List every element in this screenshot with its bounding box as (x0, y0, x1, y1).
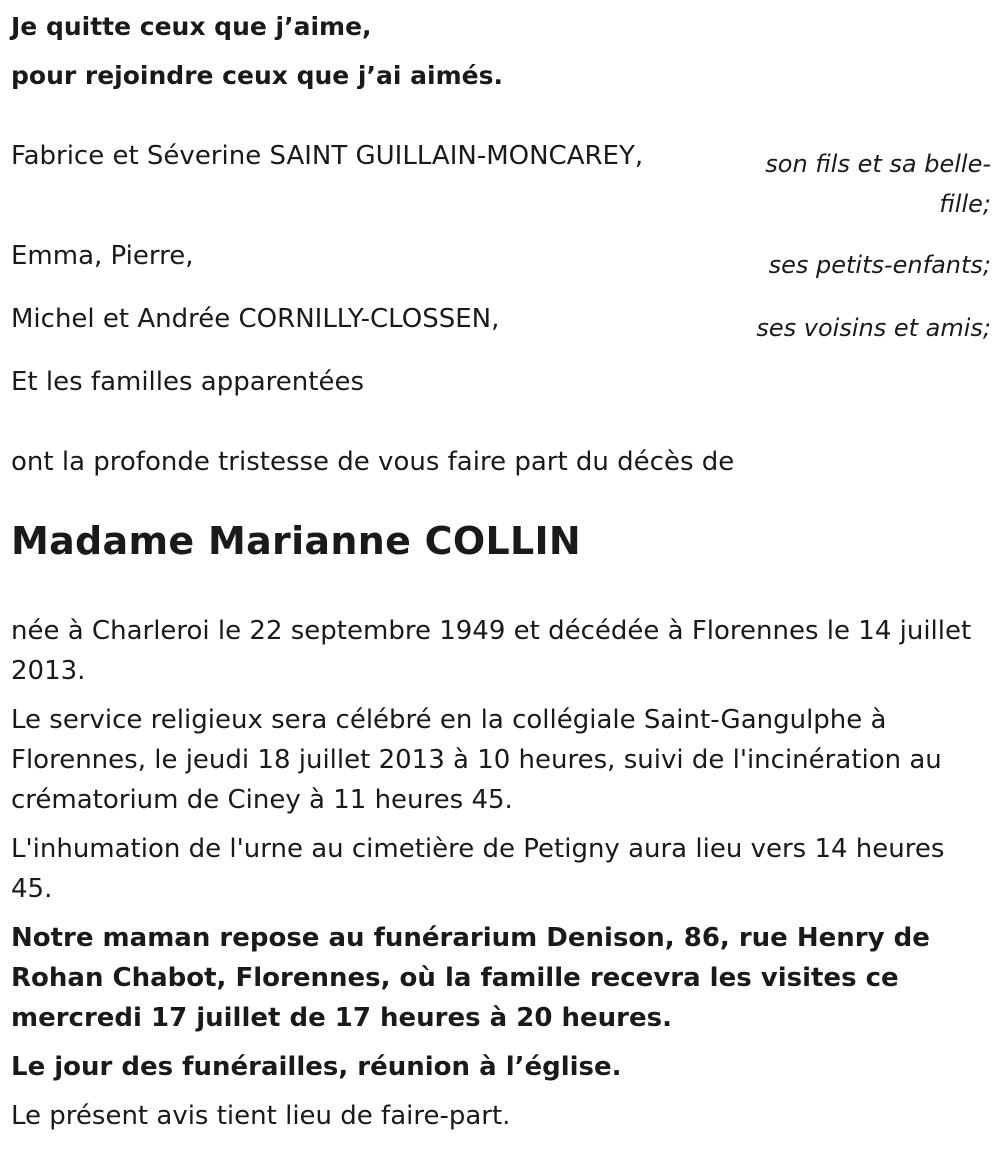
family-member-name: Michel et Andrée CORNILLY-CLOSSEN, (11, 304, 500, 334)
obituary-notice (11, 0, 991, 1136)
service-info: Le service religieux sera célébré en la collégiale Saint-Gangulphe à Florennes, le jeudi 18 juillet 2013 à 10 heures, suivi de l'incinération au crématorium de Ciney à 11 heures 45. (11, 705, 942, 815)
funerarium-info: Notre maman repose au funérarium Denison, 86, rue Henry de Rohan Chabot, Florennes, où la famille recevra les visites ce mercredi 17 juillet de 17 heures à 20 heures. (11, 923, 930, 1033)
burial-info: L'inhumation de l'urne au cimetière de Petigny aura lieu vers 14 heures 45. (11, 834, 945, 904)
quote-line-2: pour rejoindre ceux que j’ai aimés. (11, 61, 503, 90)
family-entry (11, 137, 991, 237)
notice-text: Le présent avis tient lieu de faire-part. (11, 1101, 511, 1131)
family-entry (11, 300, 991, 363)
family-member-name: Emma, Pierre, (11, 241, 194, 271)
quote-line-1: Je quitte ceux que j’aime, (11, 12, 372, 41)
related-families: Et les familles apparentées (11, 367, 365, 397)
deceased-name: Madame Marianne COLLIN (11, 519, 582, 563)
family-relation: son fils et sa belle-fille; (765, 150, 991, 218)
family-relation: ses petits-enfants; (768, 251, 991, 279)
family-member-name: Fabrice et Séverine SAINT GUILLAIN-MONCAREY, (11, 141, 644, 171)
announcement-text: ont la profonde tristesse de vous faire part du décès de (11, 447, 735, 477)
birth-death-info: née à Charleroi le 22 septembre 1949 et décédée à Florennes le 14 juillet 2013. (11, 616, 972, 686)
family-list (11, 137, 991, 401)
family-entry (11, 237, 991, 300)
family-relation: ses voisins et amis; (756, 314, 991, 342)
funeral-day-info: Le jour des funérailles, réunion à l’église. (11, 1052, 622, 1082)
